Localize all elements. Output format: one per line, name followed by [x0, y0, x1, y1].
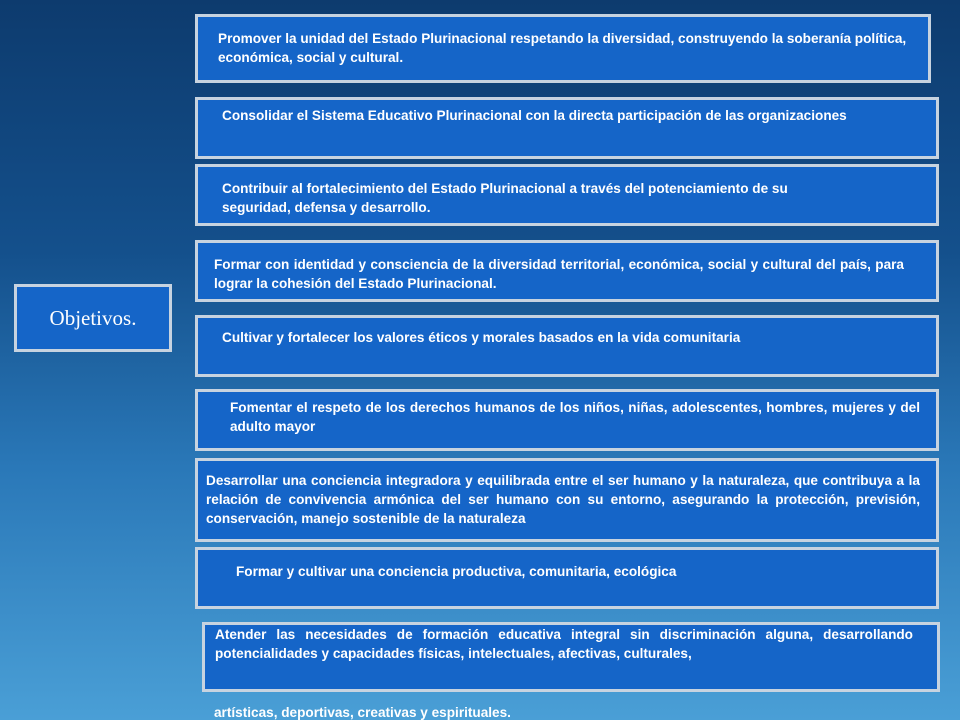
objective-text-5: Cultivar y fortalecer los valores éticos y morales basados en la vida comunitaria [222, 330, 741, 345]
objective-text-2: Consolidar el Sistema Educativo Plurinacional con la directa participación de las organizaciones [222, 108, 847, 123]
objective-text-9: Atender las necesidades de formación educativa integral sin discriminación alguna, desarrollando potencialidades y capacidades físicas, intelectuales, afectivas, culturales, [215, 627, 913, 661]
objective-box-6 [195, 389, 939, 451]
objective-box-3 [195, 164, 939, 226]
objectives-title-text: Objetivos. [49, 305, 137, 330]
objective-box-5 [195, 315, 939, 377]
objective-box-4 [195, 240, 939, 302]
objective-text-4: Formar con identidad y consciencia de la diversidad territorial, económica, social y cultural del país, para lograr la cohesión del Estado Plurinacional. [214, 257, 904, 291]
objective-box-7 [195, 458, 939, 542]
objective-box-8 [195, 547, 939, 609]
objective-box-9 [202, 622, 940, 692]
objective-text-6: Fomentar el respeto de los derechos humanos de los niños, niñas, adolescentes, hombres, mujeres y del adulto mayor [230, 400, 920, 434]
objective-text-9-overflow: artísticas, deportivas, creativas y espirituales. [214, 705, 511, 720]
objective-text-3: Contribuir al fortalecimiento del Estado Plurinacional a través del potenciamiento de su seguridad, defensa y desarrollo. [222, 181, 788, 215]
objectives-title [14, 284, 172, 352]
objective-text-1: Promover la unidad del Estado Plurinacional respetando la diversidad, construyendo la soberanía política, económica, social y cultural. [218, 31, 907, 65]
objective-box-2 [195, 97, 939, 159]
objective-text-8: Formar y cultivar una conciencia productiva, comunitaria, ecológica [236, 564, 677, 579]
objective-box-1 [195, 14, 931, 83]
objective-text-7: Desarrollar una conciencia integradora y equilibrada entre el ser humano y la naturaleza, que contribuya a la relación de convivencia armónica del ser humano con su entorno, asegurando la protección, previsión, conservación, manejo sostenible de la naturaleza [206, 473, 920, 526]
